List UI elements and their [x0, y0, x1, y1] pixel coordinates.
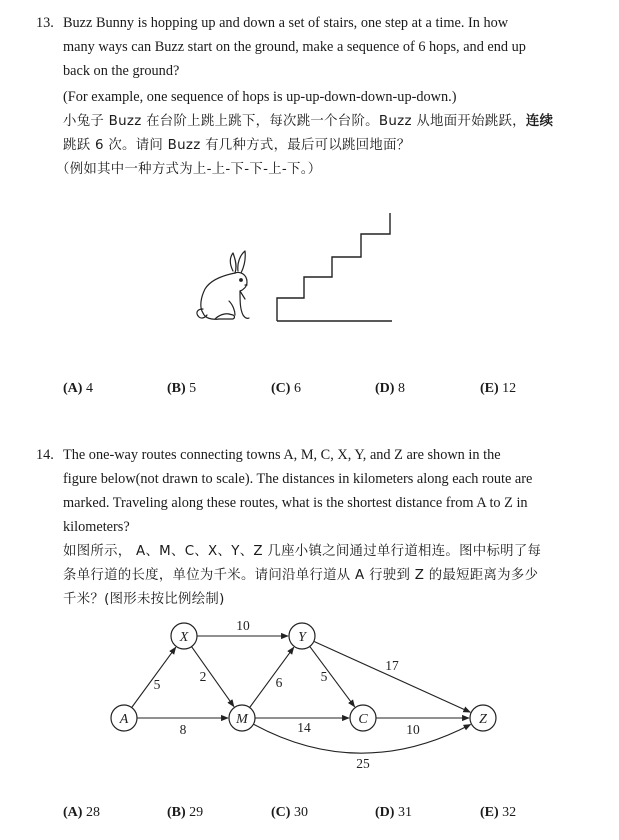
choice-value: 5 — [189, 381, 197, 396]
choice-label: (A) — [63, 381, 83, 396]
node-c — [350, 705, 376, 731]
choice-value: 28 — [85, 805, 100, 820]
choice-label: (B) — [167, 381, 186, 396]
edge-weight-label: 25 — [356, 756, 370, 771]
node-label: X — [179, 630, 189, 645]
choice-value: 32 — [502, 805, 517, 820]
problem-text-line: Buzz Bunny is hopping up and down a set of stairs, one step at a time. In how — [63, 15, 509, 31]
choice-value: 12 — [502, 381, 517, 396]
node-z — [470, 705, 496, 731]
choice-label: (A) — [63, 805, 83, 820]
node-label: M — [236, 712, 248, 727]
choice-b[interactable] — [167, 380, 196, 398]
chinese-example-text: （例如其中一种方式为上-上-下-下-上-下。） — [56, 162, 322, 177]
node-label: A — [119, 712, 129, 727]
choice-a[interactable] — [63, 804, 100, 822]
chinese-text-line: 条单行道的长度，单位为千米。请问沿单行道从 A 行驶到 Z 的最短距离为多少 — [63, 568, 539, 583]
edge-y-z — [314, 641, 470, 712]
edge-weight-label: 14 — [297, 720, 311, 735]
problem-number: 14. — [36, 447, 54, 463]
chinese-text-line — [63, 113, 553, 131]
example-text: (For example, one sequence of hops is up-up-down-down-up-down.) — [63, 89, 457, 105]
choice-c[interactable] — [271, 380, 301, 398]
choice-label: (B) — [167, 805, 186, 820]
node-a — [111, 705, 137, 731]
problem-text-line: back on the ground? — [63, 63, 180, 79]
chinese-bold-text: 连续 — [525, 114, 554, 129]
choice-a[interactable] — [63, 380, 93, 398]
edge-weight-label: 8 — [179, 722, 187, 737]
choice-d[interactable] — [375, 380, 405, 398]
edge-y-c — [310, 646, 355, 706]
choice-label: (C) — [271, 381, 291, 396]
choice-label: (E) — [480, 381, 499, 396]
edge-weight-label: 17 — [385, 658, 399, 673]
problem-text-line: kilometers? — [63, 519, 130, 535]
stairs-shape — [277, 213, 392, 321]
edge-weight-label: 10 — [236, 618, 250, 633]
choice-e[interactable] — [480, 380, 516, 398]
route-graph — [0, 600, 619, 780]
choice-e[interactable] — [480, 804, 516, 822]
edge-weight-label: 2 — [199, 669, 207, 684]
node-y — [289, 623, 315, 649]
choice-value: 6 — [293, 381, 301, 396]
problem-number: 13. — [36, 15, 54, 31]
choice-label: (D) — [375, 381, 395, 396]
problem-text-line: figure below(not drawn to scale). The distances in kilometers along each route are — [63, 471, 533, 487]
node-x — [171, 623, 197, 649]
bunny-stairs-figure — [185, 205, 405, 330]
choice-value: 4 — [85, 381, 93, 396]
choice-value: 29 — [189, 805, 204, 820]
edge-weight-label: 5 — [153, 677, 161, 692]
chinese-text-line: 如图所示， A、M、C、X、Y、Z 几座小镇之间通过单行道相连。图中标明了每 — [63, 544, 542, 559]
chinese-text-line: 千米？(图形未按比例绘制) — [63, 592, 225, 607]
problem-text-line: The one-way routes connecting towns A, M, C, X, Y, and Z are shown in the — [63, 447, 501, 463]
choice-value: 30 — [293, 805, 308, 820]
choice-b[interactable] — [167, 804, 203, 822]
choice-label: (E) — [480, 805, 499, 820]
edge-x-m — [192, 647, 234, 707]
node-label: C — [358, 712, 368, 727]
edge-weight-label: 6 — [275, 675, 283, 690]
choice-d[interactable] — [375, 804, 412, 822]
problem-text-line: marked. Traveling along these routes, what is the shortest distance from A to Z in — [63, 495, 528, 511]
choice-value: 8 — [397, 381, 405, 396]
choice-label: (D) — [375, 805, 395, 820]
problem-text-line: many ways can Buzz start on the ground, make a sequence of 6 hops, and end up — [63, 39, 526, 55]
edge-weight-label: 10 — [406, 722, 420, 737]
node-label: Y — [298, 630, 306, 645]
edge-weight-label: 5 — [320, 669, 328, 684]
bunny-icon — [197, 251, 249, 319]
node-m — [229, 705, 255, 731]
chinese-text-segment: 小兔子 Buzz 在台阶上跳上跳下，每次跳一个台阶。Buzz 从地面开始跳跃， — [63, 114, 526, 129]
choice-label: (C) — [271, 805, 291, 820]
edge-m-y — [250, 647, 294, 707]
choice-value: 31 — [397, 805, 412, 820]
node-label: Z — [479, 712, 487, 727]
chinese-text-line: 跳跃 6 次。请问 Buzz 有几种方式，最后可以跳回地面？ — [63, 138, 411, 153]
choice-c[interactable] — [271, 804, 308, 822]
